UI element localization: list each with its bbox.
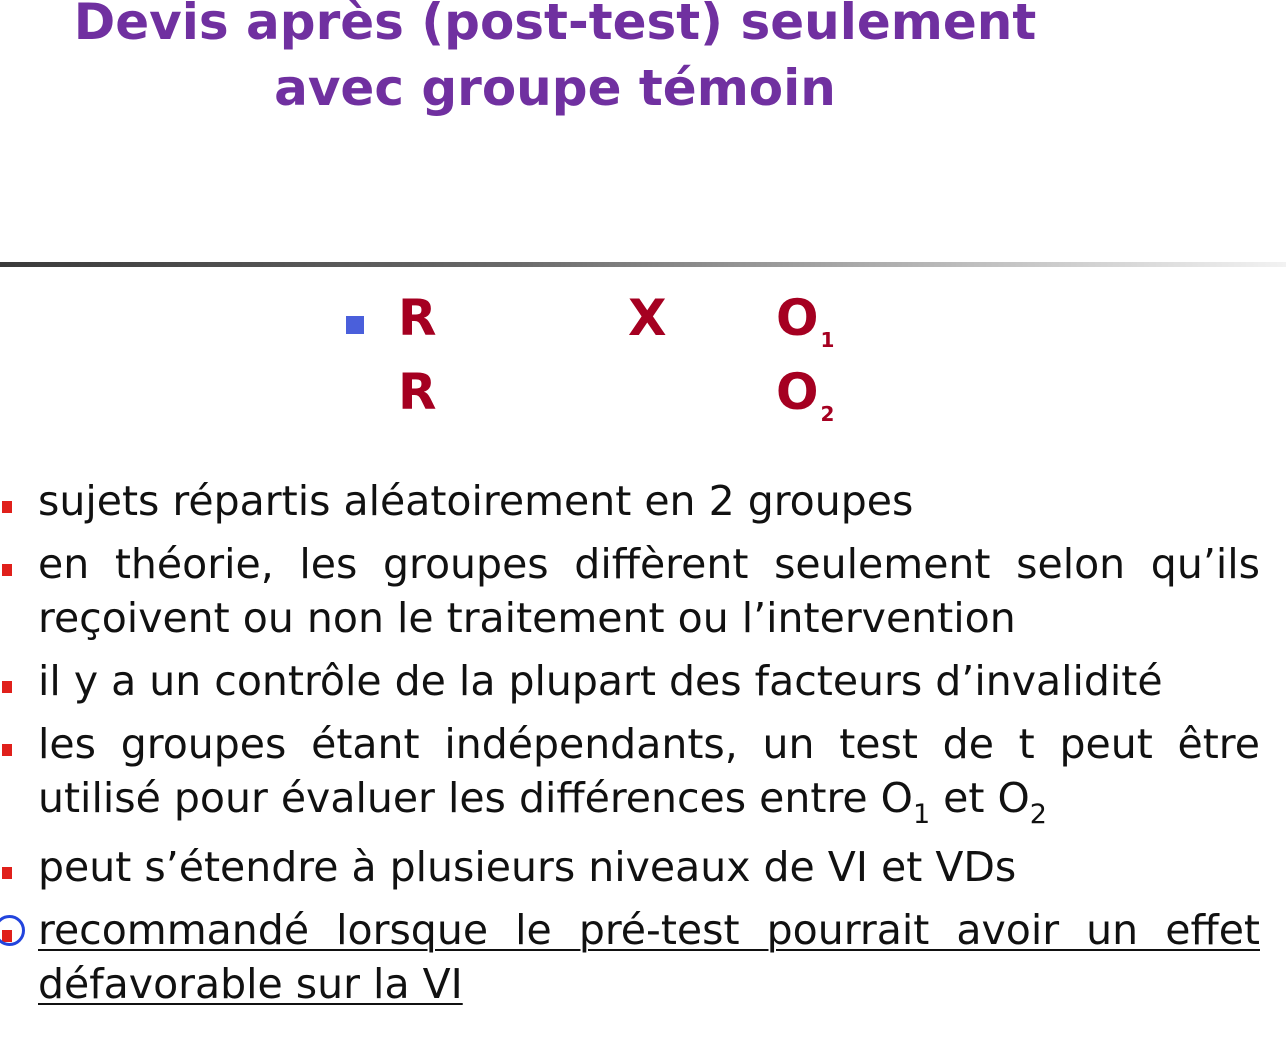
bullet-marker-icon xyxy=(2,501,12,513)
design-row-2-randomization: R xyxy=(398,363,437,421)
bullet-text-part-2: et O xyxy=(930,774,1030,822)
bullet-list xyxy=(38,474,1260,1020)
slide-title-line-2: avec groupe témoin xyxy=(274,59,836,117)
design-row-1-observation-letter: O xyxy=(776,289,819,347)
design-row-1-observation xyxy=(776,288,834,358)
annotation-circle-icon xyxy=(0,915,25,946)
design-row-1-randomization: R xyxy=(398,289,437,347)
bullet-item-6 xyxy=(38,903,1260,1011)
bullet-text-part-1: les groupes étant indépendants, un test de t peut être utilisé pour évaluer les différences entre O xyxy=(38,720,1260,822)
subscript-1: 1 xyxy=(912,799,931,830)
design-row-1-treatment: X xyxy=(628,289,667,347)
subscript-2: 2 xyxy=(1029,799,1047,830)
design-bullet-icon xyxy=(346,316,364,334)
design-row-2-observation-subscript: 2 xyxy=(820,402,835,426)
design-row-2-observation xyxy=(776,362,834,432)
bullet-text: il y a un contrôle de la plupart des facteurs d’invalidité xyxy=(38,657,1163,705)
design-notation xyxy=(0,0,1286,440)
bullet-text: peut s’étendre à plusieurs niveaux de VI et VDs xyxy=(38,843,1017,891)
bullet-text xyxy=(38,720,1260,830)
bullet-item-2 xyxy=(38,537,1260,645)
bullet-text: sujets répartis aléatoirement en 2 groupes xyxy=(38,477,914,525)
design-row-1-observation-subscript: 1 xyxy=(820,328,835,352)
bullet-marker-icon xyxy=(2,564,12,576)
bullet-text: en théorie, les groupes diffèrent seulement selon qu’ils reçoivent ou non le traitement ou l’intervention xyxy=(38,540,1260,642)
bullet-text-underlined: recommandé lorsque le pré-test pourrait avoir un effet défavorable sur la VI xyxy=(38,906,1260,1008)
bullet-item-1 xyxy=(38,474,1260,528)
bullet-item-5 xyxy=(38,840,1260,894)
bullet-marker-icon xyxy=(2,744,12,756)
bullet-marker-icon xyxy=(2,867,12,879)
bullet-item-3 xyxy=(38,654,1260,708)
slide-title-line-1: Devis après (post-test) seulement xyxy=(73,0,1037,51)
bullet-item-4 xyxy=(38,717,1260,831)
bullet-marker-icon xyxy=(2,681,12,693)
design-row-2-observation-letter: O xyxy=(776,363,819,421)
